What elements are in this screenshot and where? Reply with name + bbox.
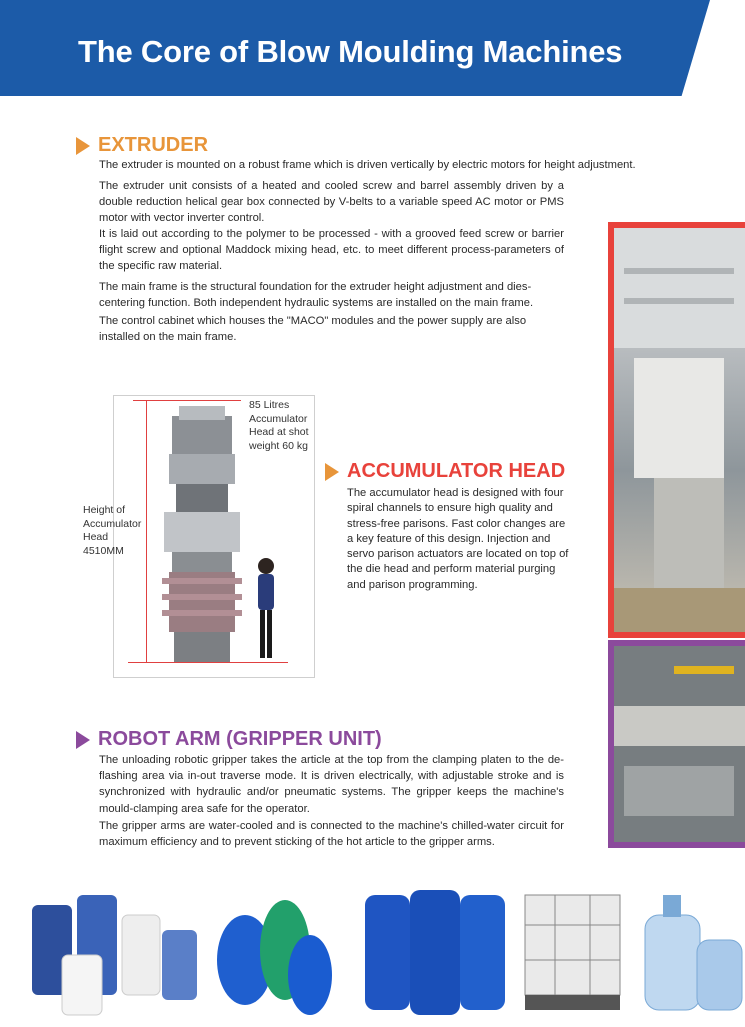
- dimension-line: [128, 662, 288, 663]
- dimension-line: [146, 400, 147, 662]
- robot-heading: ROBOT ARM (GRIPPER UNIT): [98, 728, 382, 750]
- robot-image: [614, 646, 745, 848]
- orange-arrow-icon: [76, 137, 90, 155]
- factory-image: [614, 228, 745, 638]
- capacity-label: 85 Litres Accumulator Head at shot weight 60 kg: [249, 399, 309, 452]
- robot-heading-row: [76, 728, 382, 751]
- extruder-paragraph: The control cabinet which houses the "MACO" modules and the power supply are also installed on the main frame.: [99, 315, 527, 344]
- extruder-heading-row: [76, 134, 208, 157]
- drums-image: [360, 885, 510, 1020]
- page-title: The Core of Blow Moulding Machines: [78, 34, 623, 69]
- extruder-heading: EXTRUDER: [98, 134, 209, 156]
- barrels-image: [210, 885, 340, 1020]
- extruder-paragraph: The extruder unit consists of a heated and cooled screw and barrel assembly driven by a double reduction helical gear box connected by V-belts to a variable speed AC motor or PMS motor with vector inverter control.: [99, 180, 564, 225]
- extruder-paragraph: The extruder is mounted on a robust frame which is driven vertically by electric motors for height adjustment.: [99, 159, 636, 171]
- robot-paragraph: The gripper arms are water-cooled and is connected to the machine's chilled-water circuit for maximum efficiency and to prevent sticking of the hot article to the gripper arms.: [99, 820, 564, 849]
- height-label: Height of Accumulator Head 4510MM: [83, 504, 142, 557]
- purple-arrow-icon: [76, 731, 90, 749]
- orange-arrow-icon: [325, 463, 339, 481]
- extruder-paragraph: The main frame is the structural foundation for the extruder height adjustment and dies-centering function. Both independent hydraulic systems are installed on the main frame.: [99, 281, 534, 310]
- jerrycans-image: [22, 885, 202, 1020]
- robot-paragraph: The unloading robotic gripper takes the article at the top from the clamping platen to the de-flashing area via in-out traverse mode. It is driven electrically, with adjustable stroke and is synchronized with hydraulic and/or pneumatic systems. The gripper keeps the machine's mould-clamping area safe for the operator.: [99, 754, 564, 815]
- dimension-line: [133, 400, 241, 401]
- extruder-paragraph: It is laid out according to the polymer to be processed - with a grooved feed screw or barrier flight screw and optional Maddock mixing head, etc. to meet different process-parameters of the specific raw material.: [99, 228, 564, 273]
- robot-arm-photo: [608, 640, 745, 848]
- ibc-tank-image: [520, 885, 625, 1020]
- water-bottles-image: [635, 885, 745, 1020]
- accumulator-heading-row: [325, 460, 565, 483]
- accumulator-paragraph: The accumulator head is designed with four spiral channels to ensure high quality and stress-free parisons. Fast color changes are a key feature of this design. Injection and servo parison actuators are located on top of the die head and perform material purging and parison programming.: [347, 487, 569, 591]
- extruder-photo: [608, 222, 745, 638]
- accumulator-heading: ACCUMULATOR HEAD: [347, 460, 566, 482]
